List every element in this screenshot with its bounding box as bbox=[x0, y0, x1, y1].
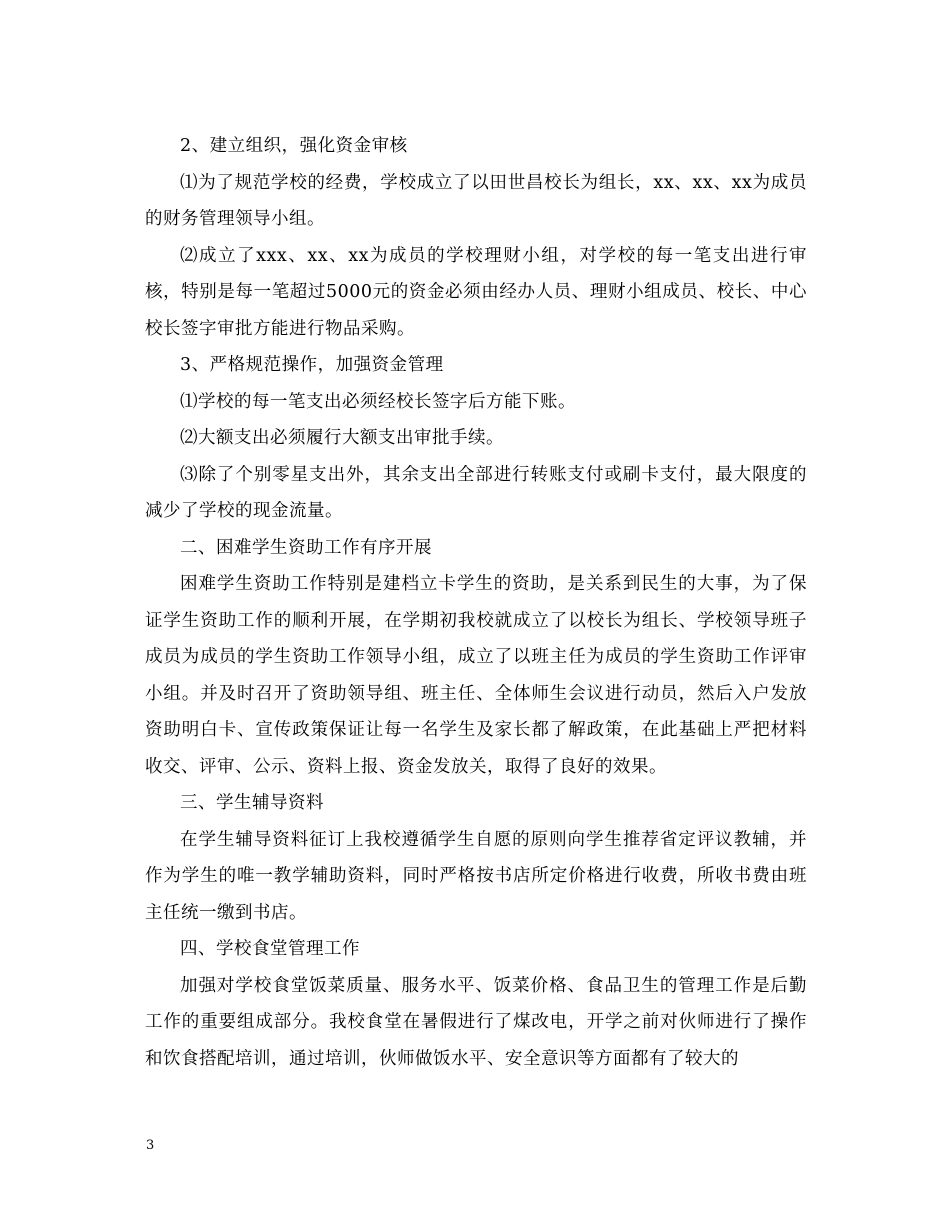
paragraph: 在学生辅导资料征订上我校遵循学生自愿的原则向学生推荐省定评议教辅，并作为学生的唯一教学辅助资料，同时严格按书店所定价格进行收费，所收书费由班主任统一缴到书店。 bbox=[145, 829, 807, 923]
paragraph: 加强对学校食堂饭菜质量、服务水平、饭菜价格、食品卫生的管理工作是后勤工作的重要组成部分。我校食堂在暑假进行了煤改电，开学之前对伙师进行了操作和饮食搭配培训，通过培训，伙师做饭水平、安全意识等方面都有了较大的 bbox=[145, 975, 807, 1069]
paragraph: ⑶除了个别零星支出外，其余支出全部进行转账支付或刷卡支付，最大限度的减少了学校的现金流量。 bbox=[145, 464, 807, 521]
section-heading: 三、学生辅导资料 bbox=[180, 793, 324, 813]
document-body bbox=[145, 128, 807, 1077]
section-heading: 2、建立组织，强化资金审核 bbox=[180, 136, 408, 156]
paragraph: ⑴学校的每一笔支出必须经校长签字后方能下账。 bbox=[180, 391, 576, 412]
page-number: 3 bbox=[146, 1138, 155, 1153]
paragraph: ⑴为了规范学校的经费，学校成立了以田世昌校长为组长，xx、xx、xx为成员的财务管理领导小组。 bbox=[145, 172, 807, 229]
section-heading: 二、困难学生资助工作有序开展 bbox=[180, 537, 432, 558]
section-heading: 四、学校食堂管理工作 bbox=[180, 939, 360, 959]
paragraph: ⑵成立了xxx、xx、xx为成员的学校理财小组，对学校的每一笔支出进行审核，特别是每一笔超过5000元的资金必须由经办人员、理财小组成员、校长、中心校长签字审批方能进行物品采购。 bbox=[145, 245, 807, 339]
paragraph: ⑵大额支出必须履行大额支出审批手续。 bbox=[180, 428, 504, 448]
section-heading: 3、严格规范操作，加强资金管理 bbox=[180, 355, 444, 375]
paragraph: 困难学生资助工作特别是建档立卡学生的资助，是关系到民生的大事，为了保证学生资助工作的顺利开展，在学期初我校就成立了以校长为组长、学校领导班子成员为成员的学生资助工作领导小组，成立了以班主任为成员的学生资助工作评审小组。并及时召开了资助领导组、班主任、全体师生会议进行动员，然后入户发放资助明白卡、宣传政策保证让每一名学生及家长都了解政策，在此基础上严把材料收交、评审、公示、资料上报、资金发放关，取得了良好的效果。 bbox=[145, 574, 807, 777]
